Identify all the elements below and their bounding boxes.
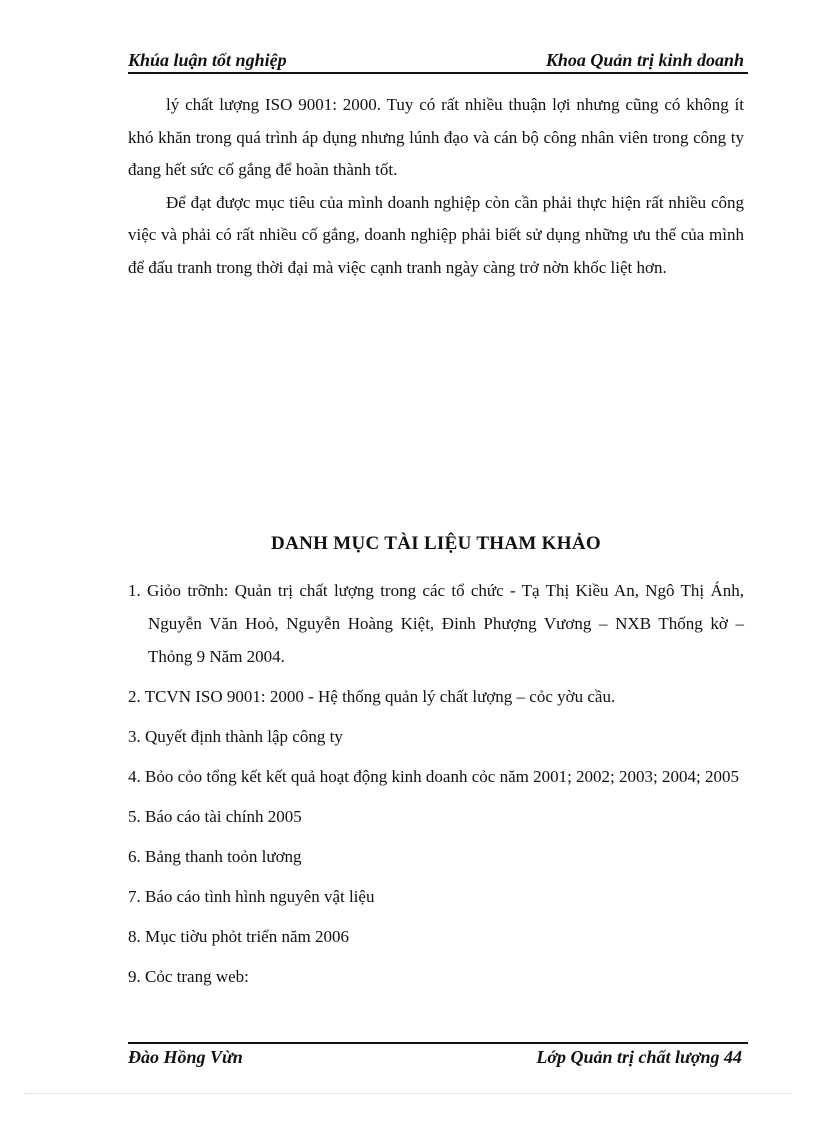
footer-class: Lớp Quản trị chất lượng 44 [536, 1047, 742, 1067]
footer-author: Đào Hồng Vừn [128, 1047, 243, 1067]
header-rule [128, 72, 748, 74]
reference-item: 5. Báo cáo tài chính 2005 [128, 807, 302, 826]
reference-item: 9. Cỏc trang web: [128, 967, 249, 986]
reference-item: 3. Quyết định thành lập công ty [128, 727, 343, 746]
page-header [128, 46, 748, 74]
reference-item: 4. Bỏo cỏo tổng kết kết quả hoạt động kinh doanh cỏc năm 2001; 2002; 2003; 2004; 2005 [128, 767, 739, 786]
reference-item: 1. Giỏo trỡnh: Quản trị chất lượng trong các tổ chức - Tạ Thị Kiều An, Ngô Thị Ánh, Nguyễn Văn Hoỏ, Nguyễn Hoàng Kiệt, Đinh Phượng Vương – NXB Thống kờ – Thỏng 9 Năm 2004. [128, 581, 744, 666]
body-paragraph: Để đạt được mục tiêu của mình doanh nghiệp còn cần phải thực hiện rất nhiều công việc và phải có rất nhiều cố gắng, doanh nghiệp phải biết sử dụng những ưu thế của mình để đấu tranh trong thời đại mà việc cạnh tranh ngày càng trở nờn khốc liệt hơn. [128, 192, 744, 277]
header-thesis-label: Khúa luận tốt nghiệp [128, 50, 287, 70]
references-title: DANH MỤC TÀI LIỆU THAM KHẢO [271, 533, 601, 554]
body-text [128, 89, 744, 284]
references-list [128, 574, 744, 993]
reference-item: 7. Báo cáo tình hình nguyên vật liệu [128, 887, 375, 906]
header-faculty-label: Khoa Quản trị kinh doanh [545, 50, 744, 70]
reference-item: 6. Bảng thanh toỏn lương [128, 847, 302, 866]
page-footer [128, 1042, 748, 1070]
footer-rule [128, 1042, 748, 1044]
body-paragraph: lý chất lượng ISO 9001: 2000. Tuy có rất nhiều thuận lợi nhưng cũng có không ít khó khăn trong quá trình áp dụng nhưng lúnh đạo và cán bộ công nhân viên trong công ty đang hết sức cố gắng để hoàn thành tốt. [128, 95, 744, 179]
page-bottom-edge [24, 1093, 792, 1094]
reference-item: 8. Mục tiờu phỏt triển năm 2006 [128, 927, 349, 946]
reference-item: 2. TCVN ISO 9001: 2000 - Hệ thống quản lý chất lượng – cỏc yờu cầu. [128, 687, 616, 706]
